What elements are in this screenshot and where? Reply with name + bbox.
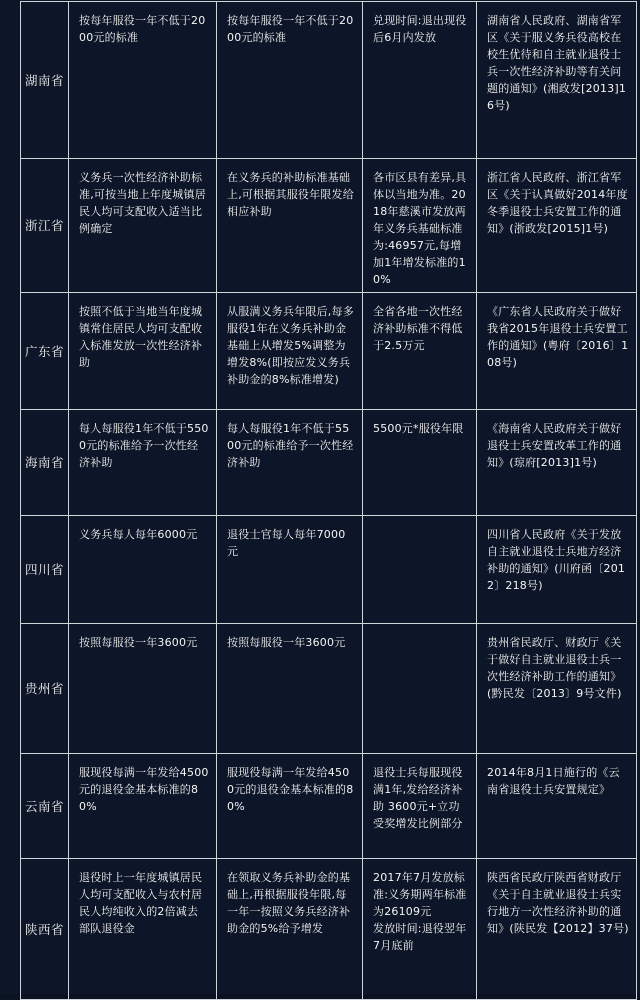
province-cell: 海南省 — [21, 410, 69, 516]
province-cell: 广东省 — [21, 293, 69, 410]
policy-table-body — [21, 2, 637, 1000]
rule-cell: 按每年服役一年不低于2000元的标准 — [217, 2, 363, 159]
rule-cell: 服现役每满一年发给4500元的退役金基本标准的80% — [217, 754, 363, 859]
table-row — [21, 516, 637, 624]
payment-cell: 2017年7月发放标准:义务期两年标准为26109元 发放时间:退役翌年7月底前 — [363, 859, 477, 1000]
document-cell: 陕西省民政厅陕西省财政厅《关于自主就业退役士兵实行地方一次性经济补助的通知》(陕民发【2012】37号) — [477, 859, 637, 1000]
province-cell: 贵州省 — [21, 624, 69, 754]
standard-cell: 服现役每满一年发给4500元的退役金基本标准的80% — [69, 754, 217, 859]
province-cell: 四川省 — [21, 516, 69, 624]
province-cell: 浙江省 — [21, 159, 69, 293]
standard-cell: 按照不低于当地当年度城镇常住居民人均可支配收入标准发放一次性经济补助 — [69, 293, 217, 410]
rule-cell: 按照每服役一年3600元 — [217, 624, 363, 754]
policy-table — [20, 1, 637, 1000]
province-cell: 云南省 — [21, 754, 69, 859]
province-cell: 湖南省 — [21, 2, 69, 159]
standard-cell: 每人每服役1年不低于5500元的标准给予一次性经济补助 — [69, 410, 217, 516]
table-row — [21, 754, 637, 859]
standard-cell: 按每年服役一年不低于2000元的标准 — [69, 2, 217, 159]
rule-cell: 从服满义务兵年限后,每多服役1年在义务兵补助金基础上从增发5%调整为增发8%(即按应发义务兵补助金的8%标准增发) — [217, 293, 363, 410]
payment-cell — [363, 516, 477, 624]
table-row — [21, 2, 637, 159]
standard-cell: 按照每服役一年3600元 — [69, 624, 217, 754]
document-cell: 四川省人民政府《关于发放自主就业退役士兵地方经济补助的通知》(川府函〔2012〕218号) — [477, 516, 637, 624]
document-cell: 浙江省人民政府、浙江省军区《关于认真做好2014年度冬季退役士兵安置工作的通知》(浙政发[2015]1号) — [477, 159, 637, 293]
payment-cell: 退役士兵每服现役满1年,发给经济补助 3600元+立功受奖增发比例部分 — [363, 754, 477, 859]
rule-cell: 每人每服役1年不低于5500元的标准给予一次性经济补助 — [217, 410, 363, 516]
table-row — [21, 624, 637, 754]
document-cell: 2014年8月1日施行的《云南省退役士兵安置规定》 — [477, 754, 637, 859]
payment-cell — [363, 624, 477, 754]
table-row — [21, 159, 637, 293]
rule-cell: 在义务兵的补助标准基础上,可根据其服役年限发给相应补助 — [217, 159, 363, 293]
payment-cell: 全省各地一次性经济补助标准不得低于2.5万元 — [363, 293, 477, 410]
document-cell: 湖南省人民政府、湖南省军区《关于服义务兵役高校在校生优待和自主就业退役士兵一次性经济补助等有关问题的通知》(湘政发[2013]16号) — [477, 2, 637, 159]
rule-cell: 退役士官每人每年7000元 — [217, 516, 363, 624]
table-row — [21, 410, 637, 516]
standard-cell: 义务兵一次性经济补助标准,可按当地上年度城镇居民人均可支配收入适当比例确定 — [69, 159, 217, 293]
payment-cell: 各市区县有差异,具体以当地为准。2018年慈溪市发放两年义务兵基础标准为:46957元,每增加1年增发标准的10% — [363, 159, 477, 293]
document-cell: 贵州省民政厅、财政厅《关于做好自主就业退役士兵一次性经济补助工作的通知》(黔民发〔2013〕9号文件) — [477, 624, 637, 754]
province-cell: 陕西省 — [21, 859, 69, 1000]
standard-cell: 义务兵每人每年6000元 — [69, 516, 217, 624]
rule-cell: 在领取义务兵补助金的基础上,再根据服役年限,每一年一按照义务兵经济补助金的5%给予增发 — [217, 859, 363, 1000]
standard-cell: 退役时上一年度城镇居民人均可支配收入与农村居民人均纯收入的2倍减去部队退役金 — [69, 859, 217, 1000]
table-row — [21, 293, 637, 410]
payment-cell: 5500元*服役年限 — [363, 410, 477, 516]
table-row — [21, 859, 637, 1000]
payment-cell: 兑现时间:退出现役后6月内发放 — [363, 2, 477, 159]
document-cell: 《广东省人民政府关于做好我省2015年退役士兵安置工作的通知》(粤府〔2016〕108号) — [477, 293, 637, 410]
document-cell: 《海南省人民政府关于做好退役士兵安置改革工作的通知》(琼府[2013]1号) — [477, 410, 637, 516]
